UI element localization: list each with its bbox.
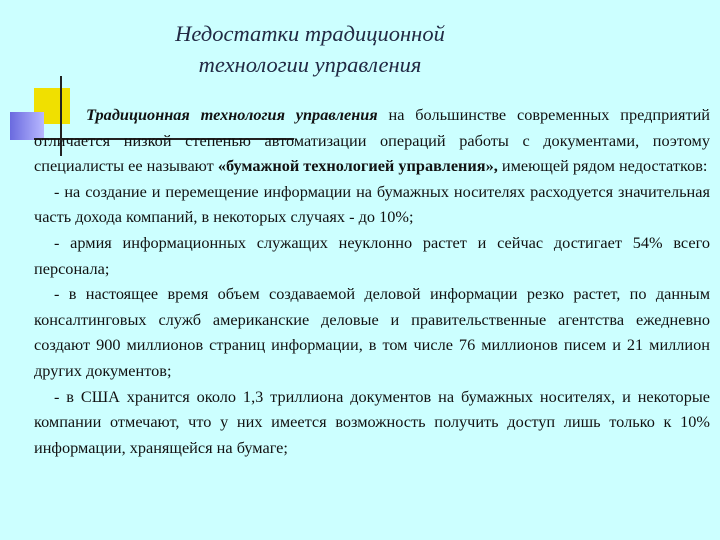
intro-text-1: на большинстве современных предприятий отличается низкой степенью автоматизации операций работы с документами, поэтому специалисты ее называют: [34, 105, 711, 176]
title-line-2: технологии управления: [198, 52, 422, 77]
slide-body: [34, 102, 710, 460]
intro-lead: Традиционная технология управления: [86, 105, 378, 124]
slide-title: [100, 18, 520, 80]
title-line-1: Недостатки традиционной: [175, 21, 445, 46]
intro-paragraph: [34, 102, 710, 179]
intro-bold-quote: «бумажной технологией управления»,: [217, 156, 498, 176]
intro-text-2: имеющей рядом недостатков:: [497, 156, 708, 176]
bullet-item: - в настоящее время объем создаваемой деловой информации резко растет, по данным консалтинговых служб американские деловые и правительственные агентства ежедневно создают 900 миллионов страниц информации, в том числе 76 миллионов писем и 21 миллион других документов;: [34, 284, 710, 380]
bullet-item: - на создание и перемещение информации на бумажных носителях расходуется значительная часть дохода компаний, в некоторых случаях - до 10%;: [34, 181, 710, 227]
bullet-item: - армия информационных служащих неуклонно растет и сейчас достигает 54% всего персонала;: [34, 232, 710, 278]
bullet-item: - в США хранится около 1,3 триллиона документов на бумажных носителях, и некоторые компании отмечают, что у них имеется возможность получить доступ лишь только к 10% информации, хранящейся на бумаге;: [34, 386, 710, 457]
